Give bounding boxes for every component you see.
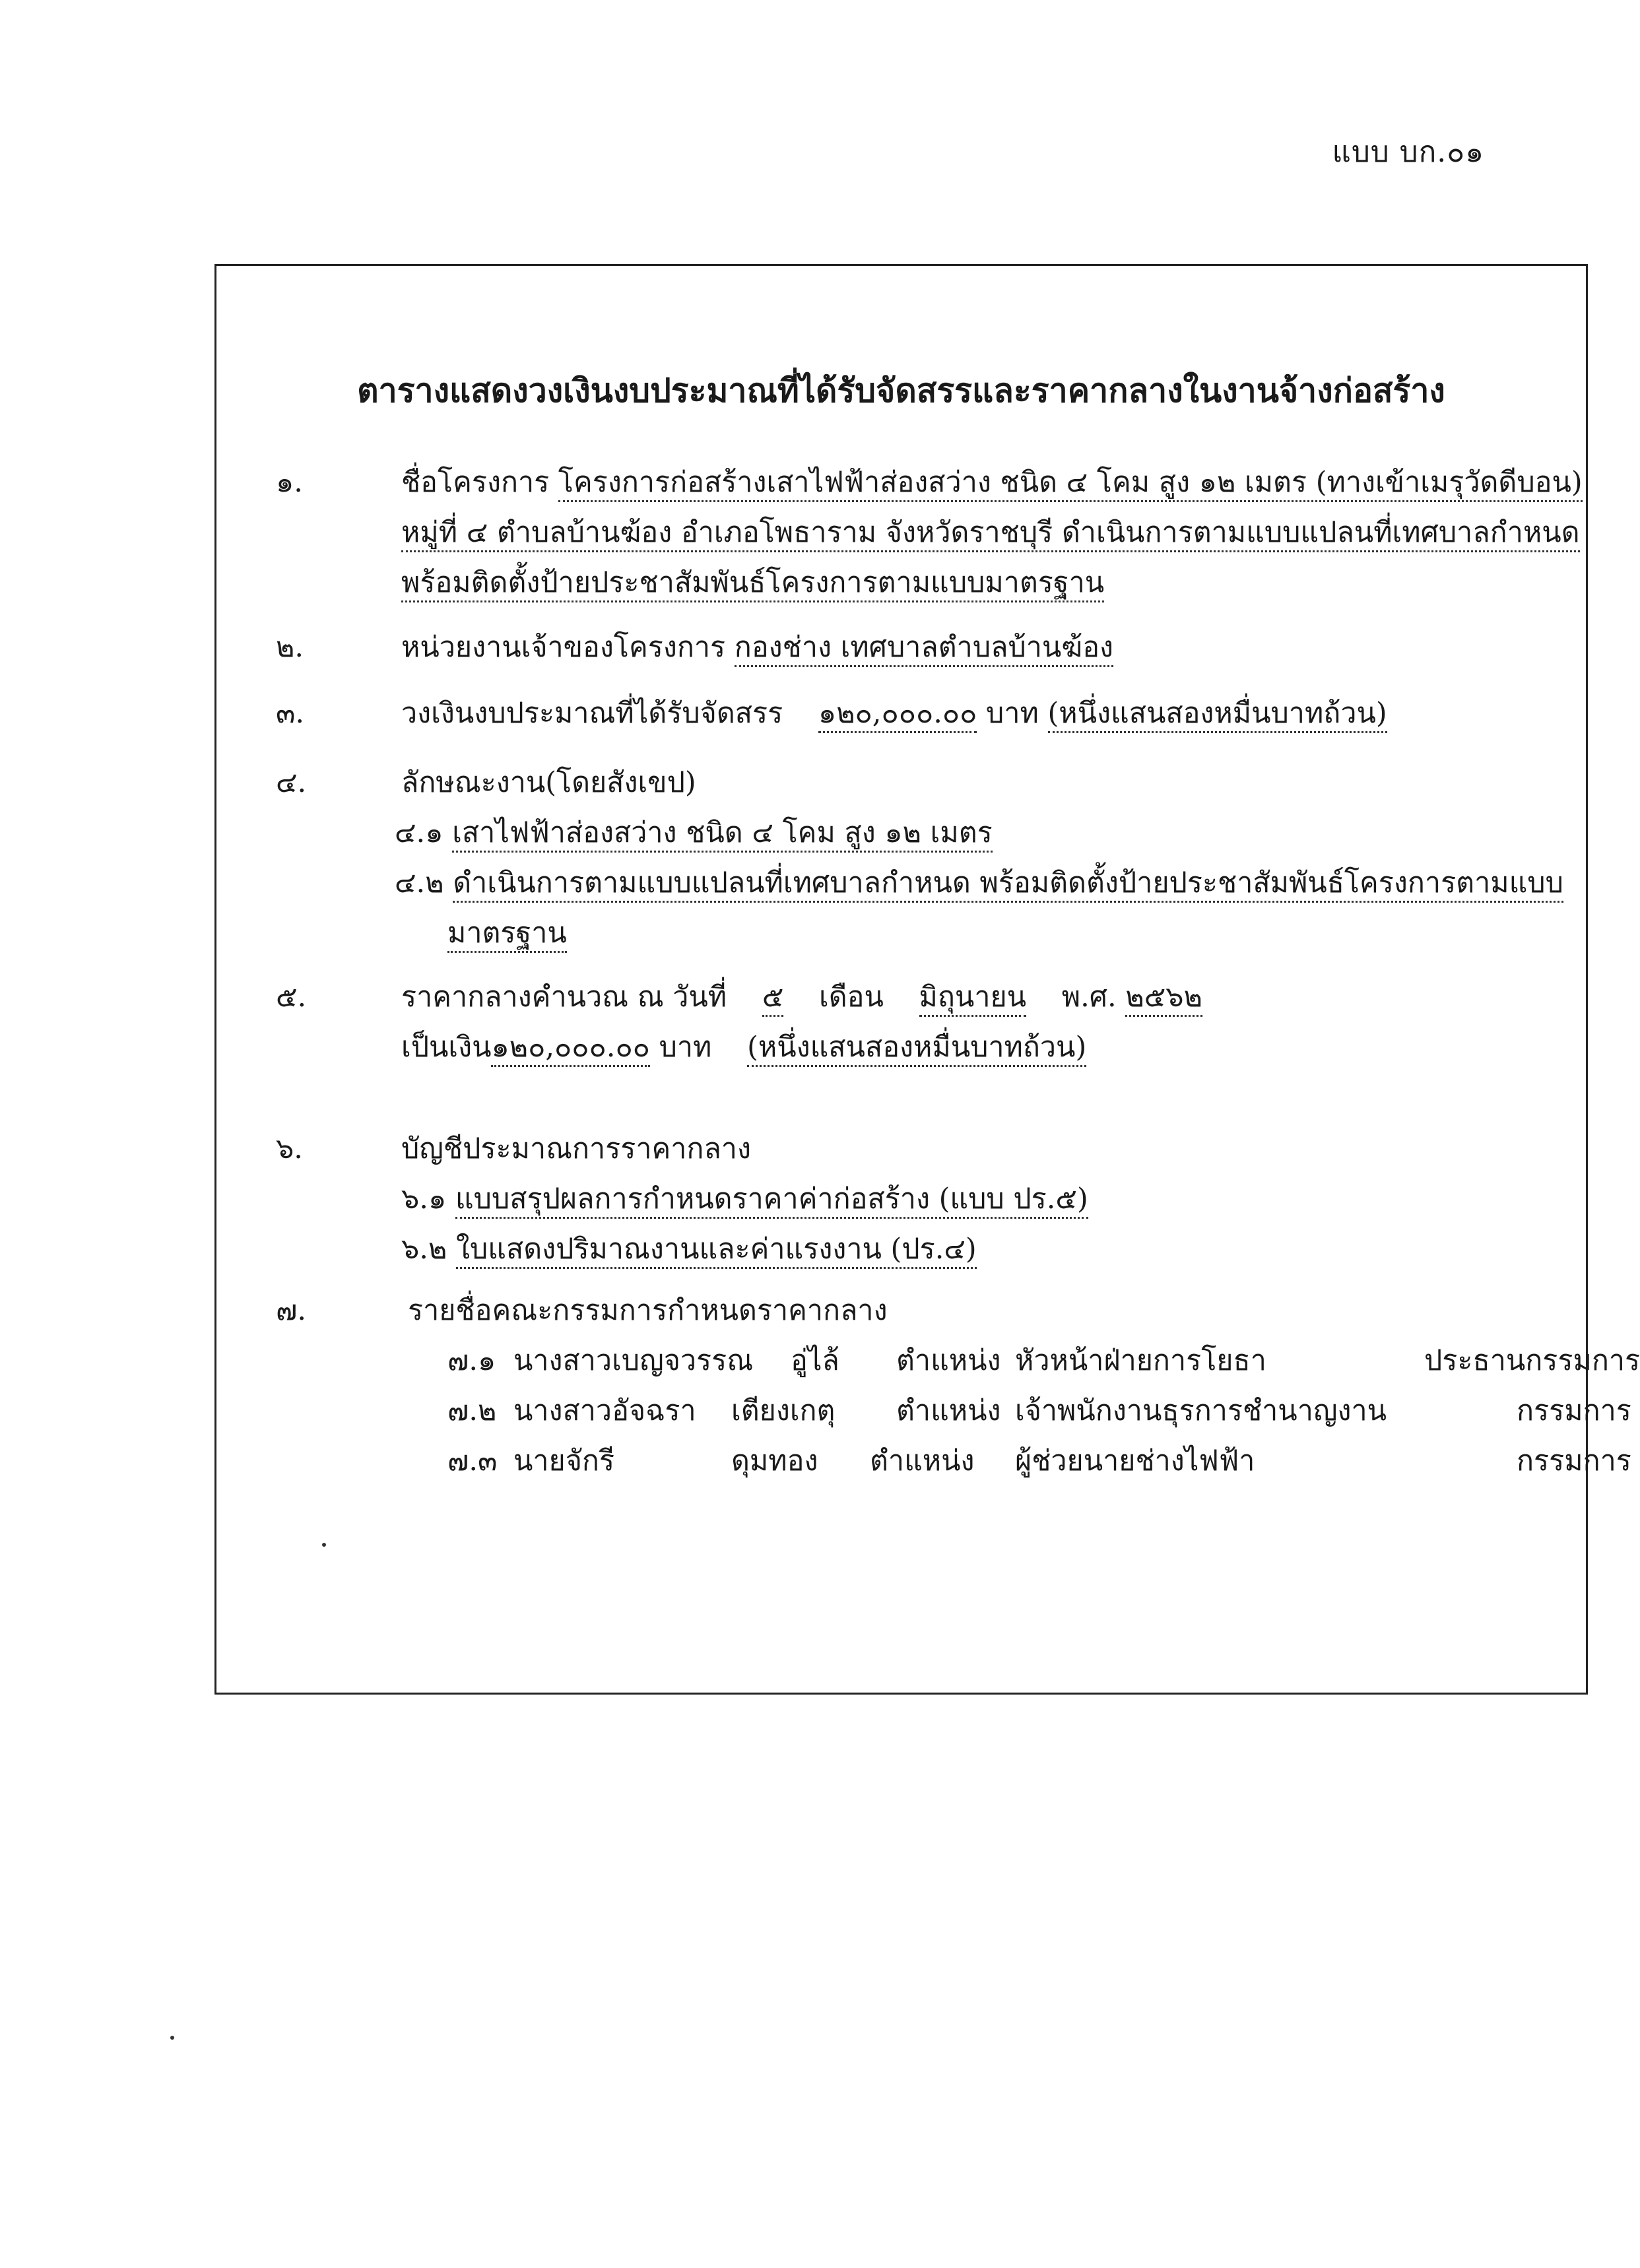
median-price-label: ราคากลางคำนวณ ณ วันที่ xyxy=(401,981,727,1014)
median-price-words: (หนึ่งแสนสองหมื่นบาทถ้วน) xyxy=(747,1031,1086,1067)
item-number: ๖. xyxy=(276,1132,303,1165)
budget-unit: บาท xyxy=(986,697,1039,730)
project-name-line3: พร้อมติดตั้งป้ายประชาสัมพันธ์โครงการตามแบบมาตรฐาน xyxy=(401,566,1104,602)
work-sub-number: ๔.๑ xyxy=(395,816,443,849)
estimate-sub-number: ๖.๑ xyxy=(401,1183,447,1215)
committee-member: ๗.๑ นางสาวเบญจวรรณ อู่ไล้ ตำแหน่ง หัวหน้าฝ่ายการโยธา ประธานกรรมการ xyxy=(447,1344,1640,1377)
owner-agency-label: หน่วยงานเจ้าของโครงการ xyxy=(401,631,726,664)
item-number: ๗. xyxy=(276,1294,307,1327)
committee-member: ๗.๓ นายจักรี ดุมทอง ตำแหน่ง ผู้ช่วยนายช่างไฟฟ้า กรรมการ xyxy=(447,1444,1631,1477)
budget-label: วงเงินงบประมาณที่ได้รับจัดสรร xyxy=(401,697,783,730)
project-name-line2: หมู่ที่ ๔ ตำบลบ้านฆ้อง อำเภอโพธาราม จังหวัดราชบุรี ดำเนินการตามแบบแปลนที่เทศบาลกำหนด xyxy=(401,516,1580,552)
owner-agency-value: กองช่าง เทศบาลตำบลบ้านฆ้อง xyxy=(735,631,1113,667)
speck-mark xyxy=(322,1543,326,1547)
estimate-sub-2: ใบแสดงปริมาณงานและค่าแรงงาน (ปร.๔) xyxy=(456,1233,977,1269)
speck-mark xyxy=(170,2036,174,2040)
item-number: ๔. xyxy=(276,766,307,799)
page-title: ตารางแสดงวงเงินงบประมาณที่ได้รับจัดสรรและราคากลางในงานจ้างก่อสร้าง xyxy=(357,371,1445,410)
form-code: แบบ บก.๐๑ xyxy=(1332,135,1484,169)
median-price-day: ๕ xyxy=(762,981,784,1017)
estimate-sub-number: ๖.๒ xyxy=(401,1233,447,1266)
committee-member: ๗.๒ นางสาวอัจฉรา เตียงเกตุ ตำแหน่ง เจ้าพนักงานธุรการชำนาญงาน กรรมการ xyxy=(447,1394,1631,1427)
year-label: พ.ศ. xyxy=(1061,981,1117,1014)
work-sub-2-cont: มาตรฐาน xyxy=(447,917,567,953)
median-price-year: ๒๕๖๒ xyxy=(1125,981,1202,1017)
median-price-unit: บาท xyxy=(659,1031,712,1064)
committee-list xyxy=(447,1336,1640,1486)
work-sub-number: ๔.๒ xyxy=(395,866,444,899)
item-number: ๕. xyxy=(276,981,307,1014)
month-label: เดือน xyxy=(819,981,884,1014)
project-name-line1: โครงการก่อสร้างเสาไฟฟ้าส่องสว่าง ชนิด ๔ โคม สูง ๑๒ เมตร (ทางเข้าเมรุวัดดีบอน) xyxy=(558,466,1583,502)
budget-amount: ๑๒๐,๐๐๐.๐๐ xyxy=(818,697,977,733)
median-price-amount: ๑๒๐,๐๐๐.๐๐ xyxy=(491,1031,649,1067)
amount-label: เป็นเงิน xyxy=(401,1031,492,1064)
document-frame xyxy=(214,264,1640,1695)
estimate-sub-1: แบบสรุปผลการกำหนดราคาค่าก่อสร้าง (แบบ ปร.๕) xyxy=(455,1183,1088,1219)
project-name-label: ชื่อโครงการ xyxy=(401,466,550,499)
median-price-month: มิถุนายน xyxy=(919,981,1027,1017)
item-number: ๓. xyxy=(276,697,305,730)
work-sub-2: ดำเนินการตามแบบแปลนที่เทศบาลกำหนด พร้อมติดตั้งป้ายประชาสัมพันธ์โครงการตามแบบ xyxy=(453,866,1563,903)
item-number: ๑. xyxy=(276,466,303,499)
work-description-label: ลักษณะงาน(โดยสังเขป) xyxy=(401,766,696,799)
committee-label: รายชื่อคณะกรรมการกำหนดราคากลาง xyxy=(408,1294,888,1327)
work-sub-1: เสาไฟฟ้าส่องสว่าง ชนิด ๔ โคม สูง ๑๒ เมตร xyxy=(452,816,993,853)
item-number: ๒. xyxy=(276,631,304,664)
budget-words: (หนึ่งแสนสองหมื่นบาทถ้วน) xyxy=(1048,697,1387,733)
estimate-list-label: บัญชีประมาณการราคากลาง xyxy=(401,1132,751,1165)
